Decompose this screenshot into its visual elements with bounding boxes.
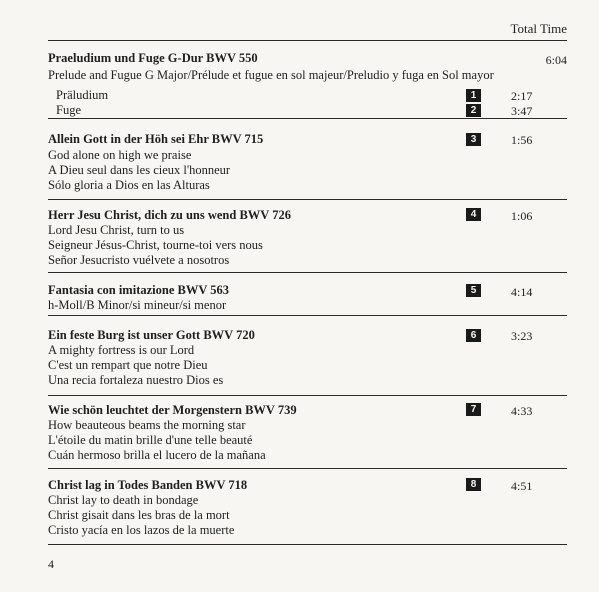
work-section-5	[48, 315, 567, 396]
track-number-badge: 3	[466, 133, 481, 146]
work-section-1	[48, 40, 567, 119]
track-time: 4:33	[511, 404, 533, 418]
work-section-2	[48, 118, 567, 200]
track-number-badge: 7	[466, 403, 481, 416]
work-section-3	[48, 199, 567, 273]
total-time-heading: Total Time	[510, 21, 567, 36]
work-subtitle: A Dieu seul dans les cieux l'honneur	[48, 163, 231, 177]
work-subtitle: A mighty fortress is our Lord	[48, 343, 195, 357]
track-time: 4:51	[511, 479, 533, 493]
page-number: 4	[48, 557, 54, 571]
work-title: Christ lag in Todes Banden BWV 718	[48, 478, 248, 492]
work-subtitle: Seigneur Jésus-Christ, tourne-toi vers nous	[48, 238, 263, 252]
work-subtitle: Lord Jesu Christ, turn to us	[48, 223, 185, 237]
work-subtitle: h-Moll/B Minor/si mineur/si menor	[48, 298, 227, 312]
work-section-7	[48, 468, 567, 545]
work-subtitle: Prelude and Fugue G Major/Prélude et fugue en sol majeur/Preludio y fuga en Sol mayor	[48, 68, 494, 82]
work-subtitle: Christ lay to death in bondage	[48, 493, 199, 507]
work-title: Herr Jesu Christ, dich zu uns wend BWV 726	[48, 208, 291, 222]
work-title: Ein feste Burg ist unser Gott BWV 720	[48, 328, 255, 342]
track-number-badge: 2	[466, 104, 481, 117]
track-time: 3:47	[511, 104, 533, 118]
work-subtitle: C'est un rempart que notre Dieu	[48, 358, 208, 372]
work-subtitle: Una recia fortaleza nuestro Dios es	[48, 373, 224, 387]
work-subtitle: Christ gisait dans les bras de la mort	[48, 508, 230, 522]
work-section-6	[48, 395, 567, 469]
track-time: 1:06	[511, 209, 533, 223]
track-number-badge: 6	[466, 329, 481, 342]
work-title: Fantasia con imitazione BWV 563	[48, 283, 230, 297]
work-subtitle: Sólo gloria a Dios en las Alturas	[48, 178, 210, 192]
track-number-badge: 5	[466, 284, 481, 297]
work-total-time: 6:04	[545, 53, 567, 67]
work-subtitle: Cuán hermoso brilla el lucero de la mañana	[48, 448, 266, 462]
work-subtitle: God alone on high we praise	[48, 148, 192, 162]
work-title: Praeludium und Fuge G-Dur BWV 550	[48, 51, 258, 65]
track-time: 4:14	[511, 285, 533, 299]
work-subtitle: Cristo yacía en los lazos de la muerte	[48, 523, 235, 537]
movement-label: Präludium	[56, 88, 109, 102]
movement-label: Fuge	[56, 103, 81, 117]
track-time: 2:17	[511, 89, 533, 103]
header	[48, 18, 567, 41]
track-number-badge: 8	[466, 478, 481, 491]
track-time: 3:23	[511, 329, 533, 343]
track-number-badge: 1	[466, 89, 481, 102]
work-title: Allein Gott in der Höh sei Ehr BWV 715	[48, 132, 264, 146]
track-number-badge: 4	[466, 208, 481, 221]
work-subtitle: L'étoile du matin brille d'une telle beauté	[48, 433, 253, 447]
work-section-4	[48, 272, 567, 316]
work-title: Wie schön leuchtet der Morgenstern BWV 739	[48, 403, 297, 417]
work-subtitle: Señor Jesucristo vuélvete a nosotros	[48, 253, 230, 267]
track-time: 1:56	[511, 133, 533, 147]
work-subtitle: How beauteous beams the morning star	[48, 418, 246, 432]
